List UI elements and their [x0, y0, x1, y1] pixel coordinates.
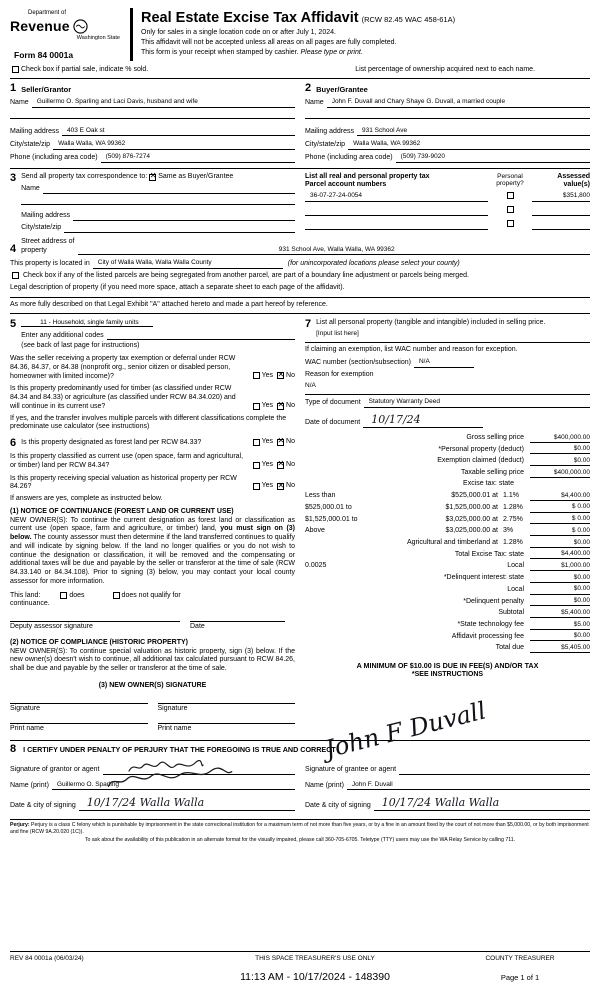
local-value[interactable]: $1,000.00	[530, 562, 590, 571]
land-does-not-checkbox[interactable]	[113, 592, 120, 599]
s6q1-no-checkbox[interactable]: ✕	[277, 436, 285, 446]
owner-printname-input-2[interactable]	[158, 723, 296, 724]
rcw-reference: (RCW 82.45 WAC 458-61A)	[361, 15, 456, 24]
owner-printname-row: Print name Print name	[10, 723, 295, 734]
buyer-name2-input[interactable]	[305, 110, 590, 119]
grantee-certify-block	[305, 696, 590, 811]
parcel-row	[305, 192, 590, 202]
exemption-deduct-label: Exemption claimed (deduct)	[437, 457, 524, 465]
washington-state-label: Washington State	[76, 35, 120, 41]
seller-mailing-input[interactable]: 403 E Oak st	[62, 127, 295, 137]
grantor-certify-block	[10, 759, 295, 811]
if-yes-note: If answers are yes, complete as instructed below.	[10, 495, 163, 502]
header-note-1: Only for sales in a single location code on or after July 1, 2024.	[141, 28, 336, 36]
seller-name-label: Name	[10, 98, 29, 106]
corr-name-label: Name	[21, 185, 40, 192]
perjury-block	[10, 819, 590, 844]
partial-sale-row	[10, 66, 590, 80]
parcel-header: List all real and personal property tax Parcel account numbers	[305, 172, 430, 188]
corr-city-input[interactable]	[64, 232, 295, 233]
ownership-note: List percentage of ownership acquired next to each name.	[355, 65, 535, 73]
county-treasurer-label: COUNTY TREASURER	[485, 954, 555, 962]
seller-mailing-label: Mailing address	[10, 127, 60, 135]
s5q1-no-checkbox[interactable]: ✕	[277, 369, 285, 379]
question-exemption: Was the seller receiving a property tax exemption or deferral under RCW 84.36, 84.37, or 84.38 (nonprofit org., senior citizen or disabled person, homeowner with limited income)? Yes ✕ No	[10, 355, 295, 380]
section-3-number: 3	[10, 171, 17, 184]
same-as-buyer-checkbox[interactable]: ✕	[149, 171, 157, 181]
s5q1-yes-checkbox[interactable]	[253, 372, 260, 379]
gross-value[interactable]: $400,000.00	[530, 434, 590, 443]
form-header	[10, 8, 590, 61]
grantee-sig-label: Signature of grantee or agent	[305, 765, 397, 773]
reason-exemption-value[interactable]: N/A	[305, 381, 316, 389]
seller-phone-input[interactable]: (509) 876-7274	[101, 153, 295, 163]
delinquent-penalty-value[interactable]: $0.00	[530, 597, 590, 606]
revenue-seal-icon	[73, 19, 88, 34]
section-5	[10, 319, 295, 351]
total-due-value[interactable]: $5,405.00	[530, 644, 590, 653]
delinquent-interest-value[interactable]: $0.00	[530, 574, 590, 583]
parcel-table	[305, 173, 590, 233]
revenue-logo	[10, 8, 128, 61]
located-in-label: This property is located in	[10, 259, 90, 267]
s6q3-no-checkbox[interactable]: ✕	[277, 480, 285, 490]
taxable-label: Taxable selling price	[460, 469, 524, 477]
seller-name-input[interactable]: Guillermo O. Sparling and Laci Davis, husband and wife	[32, 98, 295, 108]
assessed-value-header: Assessed value(s)	[557, 172, 590, 188]
section-seller	[10, 83, 295, 163]
owner-signature-input-1[interactable]	[10, 703, 148, 704]
section-2-number: 2	[305, 82, 312, 95]
question-historical: Is this property receiving special valuation as historical property per RCW 84.26? Yes ✕ No	[10, 474, 295, 491]
partial-sale-checkbox[interactable]	[12, 66, 19, 73]
left-column	[10, 319, 295, 734]
land-qualify-row: This land: does does not qualify for	[10, 591, 181, 599]
new-owner-signature-title: (3) NEW OWNER(S) SIGNATURE	[98, 681, 207, 689]
buyer-phone-label: Phone (including area code)	[305, 154, 393, 161]
section-6-number: 6	[10, 437, 17, 449]
question-current-use: Is this property classified as current use (open space, farm and agricultural, or timber) land per RCW 84.34? Yes ✕ No	[10, 453, 295, 469]
parcel-row	[305, 205, 590, 216]
perjury-lead: Perjury:	[10, 822, 30, 828]
doc-date-label: Date of document	[305, 418, 361, 426]
buyer-city-input[interactable]: Walla Walla, WA 99362	[348, 140, 590, 150]
header-note-2: This affidavit will not be accepted unless all areas on all pages are fully completed.	[141, 38, 397, 46]
bracket-2-value[interactable]: $ 0.00	[530, 503, 590, 512]
exemption-note: If claiming an exemption, list WAC number and reason for exception.	[305, 346, 518, 354]
located-in-input[interactable]: City of Walla Walla, Walla Walla County	[93, 259, 283, 269]
section-6	[10, 438, 295, 449]
s6q1-yes-checkbox[interactable]	[253, 439, 260, 446]
grantor-datecity-label: Date & city of signing	[10, 802, 76, 810]
section-1-number: 1	[10, 82, 17, 95]
total-due-label: Total due	[495, 644, 524, 652]
personal-property-checkbox-2[interactable]	[507, 206, 514, 213]
revenue-brand: Revenue	[10, 17, 70, 34]
buyer-mailing-input[interactable]: 931 School Ave	[357, 127, 590, 137]
treasurer-space-label: THIS SPACE TREASURER'S USE ONLY	[255, 954, 375, 962]
doc-date-handwritten: 10/17/24	[371, 412, 421, 426]
section-correspondence	[10, 173, 295, 233]
personal-property-label: List all personal property (tangible and intangible) included in selling price.	[316, 319, 546, 327]
buyer-name-input[interactable]: John F. Duvall and Chary Shaye G. Duvall, a married couple	[327, 98, 590, 108]
seller-city-input[interactable]: Walla Walla, WA 99362	[53, 140, 295, 150]
treasurer-stamp: 11:13 AM - 10/17/2024 - 148390	[240, 970, 390, 983]
form-number: Form 84 0001a	[14, 49, 74, 60]
taxable-value[interactable]: $400,000.00	[530, 469, 590, 478]
section-property	[10, 238, 590, 293]
agricultural-value[interactable]: $0.00	[530, 539, 590, 548]
delinquent-interest-label: *Delinquent interest: state	[443, 574, 524, 582]
local-label: Local	[507, 562, 524, 570]
grantee-printname-input[interactable]: John F. Duvall	[347, 781, 590, 791]
gross-label: Gross selling price	[466, 433, 524, 441]
footer	[10, 951, 590, 984]
personal-deduct-label: *Personal property (deduct)	[438, 445, 524, 453]
delinquent-local-value[interactable]: $0.00	[530, 585, 590, 594]
doc-type-label: Type of document	[305, 399, 361, 406]
buyer-title: Buyer/Grantee	[316, 84, 368, 94]
owner-signature-input-2[interactable]	[158, 703, 296, 704]
s6q2-no-checkbox[interactable]: ✕	[277, 459, 285, 469]
deputy-date-input[interactable]	[190, 621, 285, 622]
grantee-signature-handwritten: John F Duvall	[322, 696, 489, 764]
doc-date-input[interactable]	[363, 414, 483, 428]
section-8-number: 8	[10, 743, 17, 755]
tech-fee-value[interactable]: $5.00	[530, 621, 590, 630]
excise-state-header: Excise tax: state	[463, 480, 514, 488]
additional-codes-input[interactable]	[107, 339, 295, 340]
parcel-number-input-3[interactable]	[305, 221, 488, 230]
section-4-number: 4	[10, 243, 17, 256]
corr-mailing-label: Mailing address	[21, 211, 71, 219]
segregated-checkbox[interactable]	[12, 272, 19, 279]
grantee-datecity-handwritten: 10/17/24 Walla Walla	[381, 796, 500, 810]
doc-type-input[interactable]: Statutory Warranty Deed	[364, 398, 590, 408]
assessed-value-input-3[interactable]	[532, 221, 590, 230]
land-does-checkbox[interactable]	[60, 592, 67, 599]
segregated-label: Check box if any of the listed parcels are being segregated from another parcel, are part of a boundary line adjustment or parcels being merged.	[23, 272, 469, 279]
street-address-label: Street address of property	[21, 237, 75, 254]
buyer-phone-input[interactable]: (509) 739-9020	[396, 153, 590, 163]
bracket-3-value[interactable]: $ 0.00	[530, 515, 590, 524]
multi-parcel-note: If yes, and the transfer involves multiple parcels with different classifications complete the predominate use calculator (see instructions)	[10, 414, 287, 431]
question-timber: Is this property predominantly used for timber (as classified under RCW 84.34 and 84.33) or agriculture (as classified under RCW 84.34.020) and will continue in its current use? Yes ✕ No	[10, 385, 295, 410]
header-note-3: This form is your receipt when stamped by cashier. Please type or print.	[141, 49, 363, 57]
grantor-printname-label: Name (print)	[10, 781, 49, 789]
land-use-code-input[interactable]: 11 - Household, single family units	[21, 319, 153, 327]
minimum-fee-note: A MINIMUM OF $10.00 IS DUE IN FEE(S) AND/OR TAX	[356, 661, 539, 671]
personal-property-checkbox-1[interactable]	[507, 192, 514, 199]
right-column	[305, 319, 590, 734]
legal-description-label: Legal description of property (if you need more space, attach a separate sheet to each page of the affidavit).	[10, 283, 345, 291]
local-rate: 0.0025	[305, 562, 327, 570]
total-state-value[interactable]: $4,400.00	[530, 550, 590, 559]
seller-title: Seller/Grantor	[21, 84, 72, 94]
rev-number: REV 84 0001a (06/03/24)	[10, 954, 84, 962]
section-buyer	[305, 83, 590, 163]
legal-description-value: As more fully described on that Legal Exhibit "A" attached hereto and made a part hereof by reference.	[10, 298, 590, 315]
personal-property-header: Personal property?	[496, 172, 524, 188]
reason-exemption-label: Reason for exemption	[305, 371, 374, 379]
deputy-signature-row: Deputy assessor signature Date	[10, 621, 295, 632]
bracket-1-value[interactable]: $4,400.00	[530, 492, 590, 501]
total-state-label: Total Excise Tax: state	[454, 550, 524, 558]
parcel-row	[305, 219, 590, 230]
seller-city-label: City/state/zip	[10, 140, 51, 148]
grantor-printname-input[interactable]: Guillermo O. Sparling	[52, 781, 295, 791]
buyer-mailing-label: Mailing address	[305, 127, 355, 135]
same-as-buyer-label: Same as Buyer/Grantee	[158, 172, 234, 180]
question-forest-land: Is this property designated as forest land per RCW 84.33? Yes ✕ No	[21, 436, 295, 446]
grantee-datecity-input[interactable]	[374, 797, 590, 811]
corr-mailing-input[interactable]	[73, 220, 295, 221]
processing-fee-value[interactable]: $0.00	[530, 632, 590, 641]
s5q2-no-checkbox[interactable]: ✕	[277, 400, 285, 410]
bracket-4-value[interactable]: $ 0.00	[530, 527, 590, 536]
alt-format-note: To ask about the availability of this publication in an alternate format for the visually impaired, please call 360-705-6705. Teletype (TTY) users may use the WA Relay Service by calling 711.	[84, 837, 516, 843]
additional-codes-label: Enter any additional codes	[21, 331, 104, 339]
grantee-datecity-label: Date & city of signing	[305, 802, 371, 810]
s5q2-yes-checkbox[interactable]	[253, 403, 260, 410]
subtotal-label: Subtotal	[498, 609, 524, 617]
buyer-city-label: City/state/zip	[305, 140, 346, 148]
buyer-name-label: Name	[305, 98, 324, 106]
dept-of-label: Department of	[28, 10, 67, 16]
this-land-label: This land:	[10, 591, 41, 599]
deputy-signature-input[interactable]	[10, 621, 180, 622]
personal-deduct-value[interactable]: $0.00	[530, 445, 590, 454]
subtotal-value[interactable]: $5,400.00	[530, 609, 590, 618]
header-divider	[130, 8, 133, 61]
delinquent-local-label: Local	[507, 585, 524, 593]
notice-compliance: (2) NOTICE OF COMPLIANCE (HISTORIC PROPERTY) NEW OWNER(S): To continue special valuation as historic property, sign (3) below. If the new owner(s) doesn't wish to continue, all additional tax calculated pursuant to RCW 84.26, shall be due and payable by the seller or transferor at the time of sale.	[10, 638, 295, 672]
grantee-signature-input[interactable]	[399, 763, 590, 775]
tax-table: Gross selling price $400,000.00 *Personal property (deduct) $0.00 Exemption claimed (deduct) $0.00 Taxable selling price $400,000.00 Excise tax: state Less than $525,000.01 at 1.1% $4,400.00 $525,000.01 to $1,525,000.00 at 1.28% $ 0.00 $1,525,000.01 to $3,025,000.00 at 2.75% $ 0.00 Above $3,025,000.00 at 3% $ 0.00 Agricultural and timberland at 1.28% $0.00 Total Excise Tax: state $4,400.00 0.0025 Local $1,000.00 *Delinquent interest: state $0.00 Local $0.00 *Delinquent penalty $0.00 Subtotal $5,400.00 *State technology fee $5.00 Affidavit processing fee $0.00 Total due $5,405.00	[305, 433, 590, 652]
seller-phone-label: Phone (including area code)	[10, 154, 98, 161]
corr-name-input[interactable]	[43, 193, 295, 194]
personal-property-checkbox-3[interactable]	[507, 220, 514, 227]
grantor-datecity-input[interactable]	[79, 797, 295, 811]
tech-fee-label: *State technology fee	[457, 621, 524, 628]
parcel-number-input-2[interactable]	[305, 207, 488, 216]
seller-name2-input[interactable]	[10, 110, 295, 119]
delinquent-penalty-label: *Delinquent penalty	[463, 597, 524, 605]
owner-signature-row: Signature Signature	[10, 703, 295, 714]
street-address-input[interactable]: 931 School Ave, Walla Walla, WA 99362	[78, 246, 590, 256]
page-title: Real Estate Excise Tax Affidavit	[141, 10, 359, 26]
located-in-note: (for unincorporated locations please select your county)	[287, 259, 460, 267]
grantor-datecity-handwritten: 10/17/24 Walla Walla	[86, 796, 205, 810]
personal-property-list[interactable]: [Input list here]	[316, 330, 359, 337]
partial-sale-label: Check box if partial sale, indicate % sold.	[21, 65, 149, 73]
s6q3-yes-checkbox[interactable]	[253, 483, 260, 490]
grantee-printname-label: Name (print)	[305, 781, 344, 789]
s6q2-yes-checkbox[interactable]	[253, 462, 260, 469]
see-back-note: (see back of last page for instructions)	[21, 342, 140, 350]
section-5-number: 5	[10, 318, 17, 331]
certify-statement: I CERTIFY UNDER PENALTY OF PERJURY THAT THE FOREGOING IS TRUE AND CORRECT	[23, 745, 336, 754]
perjury-body: Perjury is a class C felony which is punishable by imprisonment in the state correctional institution for a maximum term of not more than five years, or by a fine in an amount fixed by the court of not more than $5,000.00, or by both imprisonment and fine (RCW 9A.20.020 (1C)).	[10, 822, 589, 835]
corr-city-label: City/state/zip	[21, 224, 62, 231]
notice-continuance: (1) NOTICE OF CONTINUANCE (FOREST LAND OR CURRENT USE) NEW OWNER(S): To continue the current designation as forest land or classification as current use (open space, farm and agriculture, or timber) land, you must sign on (3) below. The county assessor must then determine if the land transferred continues to qualify and will indicate by signing below. If the land no longer qualifies or you do not wish to continue the designation or classification, it will be removed and the compensating or additional taxes will be due and payable by the seller or transferor at the time of sale (RCW 84.33.140 or 84.34.108). Prior to signing (3) below, you may contact your local county assessor for more information.	[10, 507, 295, 585]
send-correspondence-label: Send all property tax correspondence to:	[21, 172, 148, 180]
see-instructions-note: *SEE INSTRUCTIONS	[411, 671, 484, 679]
owner-printname-input-1[interactable]	[10, 723, 148, 724]
processing-fee-label: Affidavit processing fee	[451, 632, 524, 640]
wac-number-label: WAC number (section/subsection)	[305, 359, 411, 367]
continuance-label: continuance.	[10, 600, 50, 608]
assessed-value-input[interactable]: $351,800	[532, 192, 590, 201]
grantor-sig-label: Signature of grantor or agent	[10, 765, 100, 773]
section-7-number: 7	[305, 318, 312, 331]
assessed-value-input-2[interactable]	[532, 207, 590, 216]
parcel-number-input[interactable]: 36-07-27-24-0054	[305, 192, 488, 202]
page-number: Page 1 of 1	[500, 972, 540, 982]
section-7	[305, 319, 590, 338]
exemption-deduct-value[interactable]: $0.00	[530, 457, 590, 466]
corr-name2-input[interactable]	[21, 196, 295, 205]
wac-number-input[interactable]: N/A	[414, 358, 474, 368]
